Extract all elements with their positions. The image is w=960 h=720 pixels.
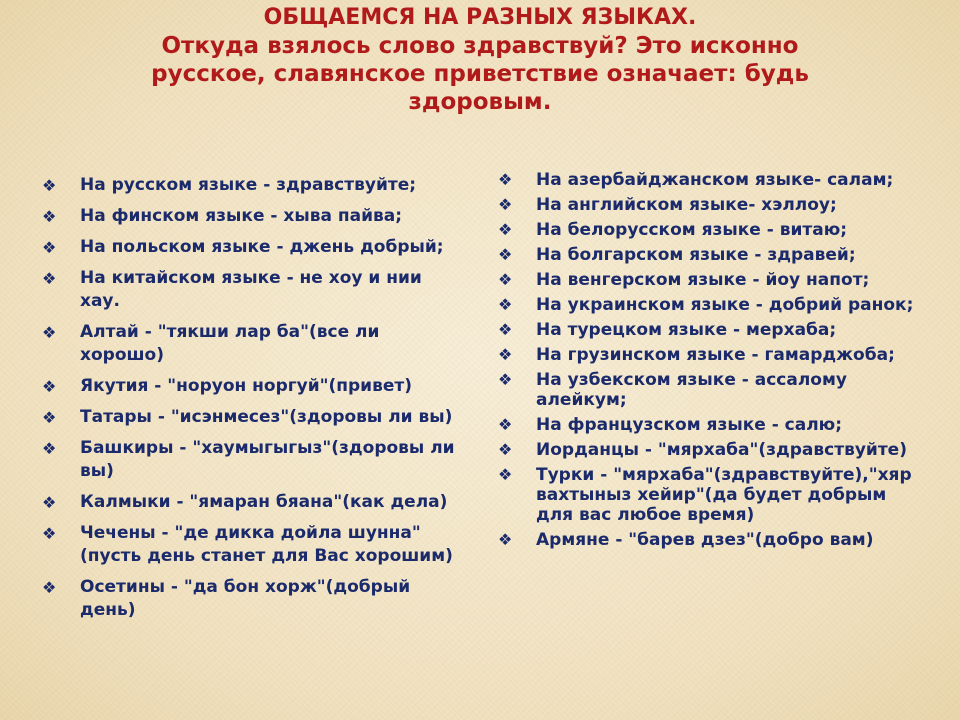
list-item-text: На английском языке- хэллоу; — [536, 195, 837, 215]
list-item-text: На украинском языке - добрий ранок; — [536, 295, 914, 315]
list-item — [42, 236, 462, 259]
right-greetings-list — [498, 170, 918, 555]
list-item-text: На болгарском языке - здравей; — [536, 245, 856, 265]
list-item-text: На китайском языке - не хоу и нии хау. — [80, 268, 422, 311]
list-item — [498, 270, 918, 290]
list-item — [498, 195, 918, 215]
list-item — [498, 440, 918, 460]
diamond-star-bullet-icon: ❖ — [498, 415, 513, 434]
list-item — [42, 375, 462, 398]
title-line-4: здоровым. — [408, 89, 552, 115]
list-item-text: Иорданцы - "мярхаба"(здравствуйте) — [536, 440, 907, 460]
list-item-text: Татары - "исэнмесез"(здоровы ли вы) — [80, 407, 453, 427]
diamond-star-bullet-icon: ❖ — [498, 345, 513, 364]
diamond-star-bullet-icon: ❖ — [498, 220, 513, 239]
diamond-star-bullet-icon: ❖ — [42, 238, 57, 257]
list-item-text: Башкиры - "хаумыгыгыз"(здоровы ли вы) — [80, 438, 455, 481]
list-item-text: На узбекском языке - ассалому алейкум; — [536, 370, 847, 410]
diamond-star-bullet-icon: ❖ — [42, 377, 57, 396]
list-item-text: Алтай - "тякши лар ба"(все ли хорошо) — [80, 322, 380, 365]
diamond-star-bullet-icon: ❖ — [498, 320, 513, 339]
list-item — [498, 245, 918, 265]
diamond-star-bullet-icon: ❖ — [42, 207, 57, 226]
diamond-star-bullet-icon: ❖ — [498, 465, 513, 484]
list-item-text: На русском языке - здравствуйте; — [80, 175, 417, 195]
diamond-star-bullet-icon: ❖ — [42, 524, 57, 543]
list-item — [42, 491, 462, 514]
list-item-text: На грузинском языке - гамарджоба; — [536, 345, 895, 365]
list-item-text: На турецком языке - мерхаба; — [536, 320, 837, 340]
list-item-text: На азербайджанском языке- салам; — [536, 170, 894, 190]
list-item — [498, 320, 918, 340]
diamond-star-bullet-icon: ❖ — [42, 408, 57, 427]
list-item-text: Армяне - "барев дзез"(добро вам) — [536, 530, 874, 550]
list-item — [42, 437, 462, 483]
list-item — [498, 170, 918, 190]
diamond-star-bullet-icon: ❖ — [498, 270, 513, 289]
list-item — [498, 530, 918, 550]
list-item — [42, 576, 462, 622]
diamond-star-bullet-icon: ❖ — [42, 176, 57, 195]
diamond-star-bullet-icon: ❖ — [42, 578, 57, 597]
list-item-text: На белорусском языке - витаю; — [536, 220, 848, 240]
list-item-text: Якутия - "норуон норгуй"(привет) — [80, 376, 412, 396]
diamond-star-bullet-icon: ❖ — [498, 295, 513, 314]
list-item — [498, 220, 918, 240]
diamond-star-bullet-icon: ❖ — [498, 440, 513, 459]
slide-title — [100, 4, 860, 116]
list-item-text: На венгерском языке - йоу напот; — [536, 270, 870, 290]
list-item — [498, 295, 918, 315]
list-item-text: Калмыки - "ямаран бяана"(как дела) — [80, 492, 448, 512]
title-heading: ОБЩАЕМСЯ НА РАЗНЫХ ЯЗЫКАХ. — [263, 5, 697, 30]
list-item-text: Осетины - "да бон хорж"(добрый день) — [80, 577, 411, 620]
list-item — [498, 415, 918, 435]
left-greetings-list — [42, 174, 462, 630]
diamond-star-bullet-icon: ❖ — [498, 245, 513, 264]
list-item — [498, 370, 918, 410]
list-item — [42, 174, 462, 197]
list-item-text: Чечены - "де дикка дойла шунна"(пусть день станет для Вас хорошим) — [80, 523, 453, 566]
list-item — [498, 465, 918, 525]
list-item-text: На французском языке - салю; — [536, 415, 842, 435]
diamond-star-bullet-icon: ❖ — [498, 170, 513, 189]
list-item — [42, 205, 462, 228]
diamond-star-bullet-icon: ❖ — [498, 530, 513, 549]
diamond-star-bullet-icon: ❖ — [42, 323, 57, 342]
diamond-star-bullet-icon: ❖ — [498, 370, 513, 389]
diamond-star-bullet-icon: ❖ — [42, 439, 57, 458]
list-item-text: Турки - "мярхаба"(здравствуйте),"хяр вахтыныз хейир"(да будет добрым для вас любое время) — [536, 465, 912, 525]
list-item-text: На польском языке - джень добрый; — [80, 237, 444, 257]
title-line-2: Откуда взялось слово здравствуй? Это исконно — [161, 33, 799, 59]
list-item — [42, 406, 462, 429]
list-item — [42, 522, 462, 568]
list-item — [498, 345, 918, 365]
title-line-3: русское, славянское приветствие означает: будь — [151, 61, 809, 87]
diamond-star-bullet-icon: ❖ — [498, 195, 513, 214]
diamond-star-bullet-icon: ❖ — [42, 493, 57, 512]
diamond-star-bullet-icon: ❖ — [42, 269, 57, 288]
list-item-text: На финском языке - хыва пайва; — [80, 206, 403, 226]
list-item — [42, 267, 462, 313]
list-item — [42, 321, 462, 367]
